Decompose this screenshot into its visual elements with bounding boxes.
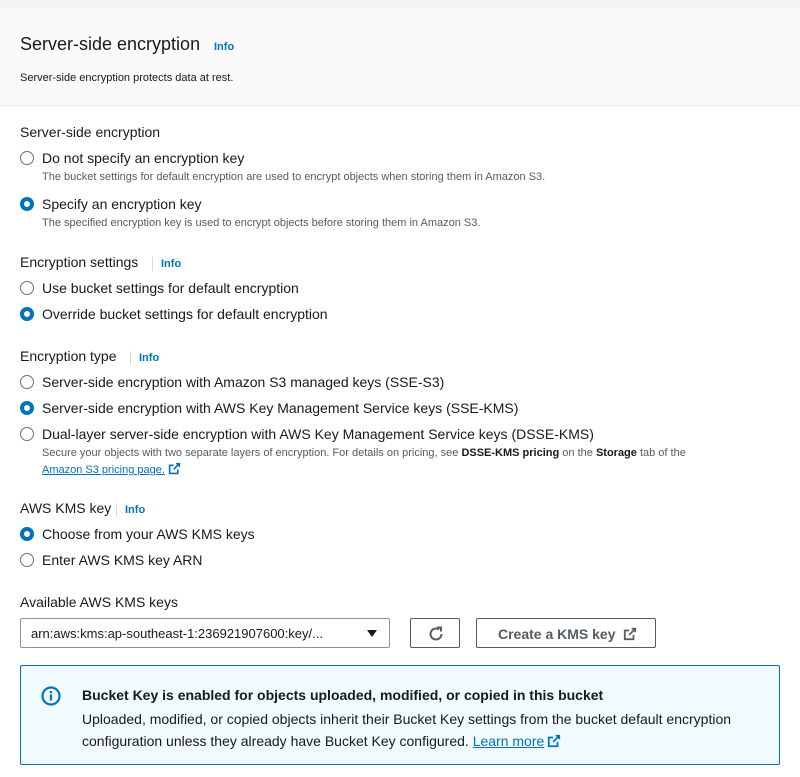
kms-key-select[interactable] xyxy=(20,618,390,648)
info-link[interactable]: Info xyxy=(116,503,145,517)
radio-description xyxy=(42,447,686,459)
radio-description: The bucket settings for default encryption are used to encrypt objects when storing them in Amazon S3. xyxy=(42,171,546,183)
info-link[interactable]: Info xyxy=(214,41,235,53)
section-description: Server-side encryption protects data at rest. xyxy=(20,72,234,84)
caret-down-icon xyxy=(367,630,377,637)
info-link[interactable]: Info xyxy=(130,351,159,365)
storage-tab-text: Storage xyxy=(595,447,637,459)
radio-use-bucket-settings[interactable] xyxy=(20,281,34,295)
radio-enter-kms-arn[interactable] xyxy=(20,553,34,567)
alert-body-text: Uploaded, modified, or copied objects inherit their Bucket Key settings from the bucket default encryption configuration unless they already have Bucket Key configured. xyxy=(82,711,732,749)
radio-specify-encryption-key[interactable] xyxy=(20,197,34,211)
radio-label-use-bucket-settings[interactable]: Use bucket settings for default encryption xyxy=(42,280,299,296)
radio-override-bucket-settings[interactable] xyxy=(20,307,34,321)
pricing-link-line xyxy=(42,462,181,478)
section-header xyxy=(0,8,800,106)
kms-key-label: AWS KMS key xyxy=(20,500,112,516)
external-link-icon[interactable] xyxy=(168,462,181,478)
external-link-icon[interactable] xyxy=(547,732,561,754)
radio-no-encryption-key[interactable] xyxy=(20,151,34,165)
bucket-key-alert xyxy=(20,665,780,765)
radio-choose-kms-keys[interactable] xyxy=(20,527,34,541)
top-strip xyxy=(0,0,800,8)
dsse-desc-text: Secure your objects with two separate layers of encryption. For details on pricing, see xyxy=(42,447,462,459)
radio-label-override-bucket-settings[interactable]: Override bucket settings for default encryption xyxy=(42,306,328,322)
dsse-pricing-text: DSSE-KMS pricing xyxy=(461,447,560,459)
alert-title: Bucket Key is enabled for objects uploaded, modified, or copied in this bucket xyxy=(82,687,604,703)
encryption-type-label: Encryption type xyxy=(20,348,117,364)
section-title: Server-side encryption xyxy=(20,34,201,54)
radio-sse-kms[interactable] xyxy=(20,401,34,415)
dsse-desc-text: tab of the xyxy=(636,447,686,459)
radio-label-no-encryption-key[interactable]: Do not specify an encryption key xyxy=(42,150,245,166)
create-kms-key-label: Create a KMS key xyxy=(498,626,616,642)
learn-more-link[interactable]: Learn more xyxy=(472,733,545,749)
refresh-button[interactable] xyxy=(410,618,460,648)
dsse-desc-text: on the xyxy=(559,447,596,459)
info-circle-icon xyxy=(41,686,61,706)
radio-description: The specified encryption key is used to encrypt objects before storing them in Amazon S3. xyxy=(42,217,481,229)
sse-label: Server-side encryption xyxy=(20,124,161,140)
radio-label-sse-s3[interactable]: Server-side encryption with Amazon S3 managed keys (SSE-S3) xyxy=(42,374,445,390)
radio-label-choose-kms-keys[interactable]: Choose from your AWS KMS keys xyxy=(42,526,255,542)
radio-label-specify-encryption-key[interactable]: Specify an encryption key xyxy=(42,196,202,212)
radio-label-enter-kms-arn[interactable]: Enter AWS KMS key ARN xyxy=(42,552,203,568)
refresh-icon xyxy=(428,626,444,642)
create-kms-key-button[interactable] xyxy=(476,618,656,648)
encryption-settings-label: Encryption settings xyxy=(20,254,139,270)
radio-label-sse-kms[interactable]: Server-side encryption with AWS Key Management Service keys (SSE-KMS) xyxy=(42,400,519,416)
available-keys-label: Available AWS KMS keys xyxy=(20,594,178,610)
s3-pricing-link[interactable]: Amazon S3 pricing page. xyxy=(42,464,165,476)
kms-key-select-value: arn:aws:kms:ap-southeast-1:236921907600:key/... xyxy=(31,626,323,641)
radio-label-dsse-kms[interactable]: Dual-layer server-side encryption with AWS Key Management Service keys (DSSE-KMS) xyxy=(42,426,594,442)
info-link[interactable]: Info xyxy=(152,257,181,271)
external-link-icon xyxy=(623,627,637,641)
alert-body xyxy=(82,708,772,754)
radio-dsse-kms[interactable] xyxy=(20,427,34,441)
radio-sse-s3[interactable] xyxy=(20,375,34,389)
